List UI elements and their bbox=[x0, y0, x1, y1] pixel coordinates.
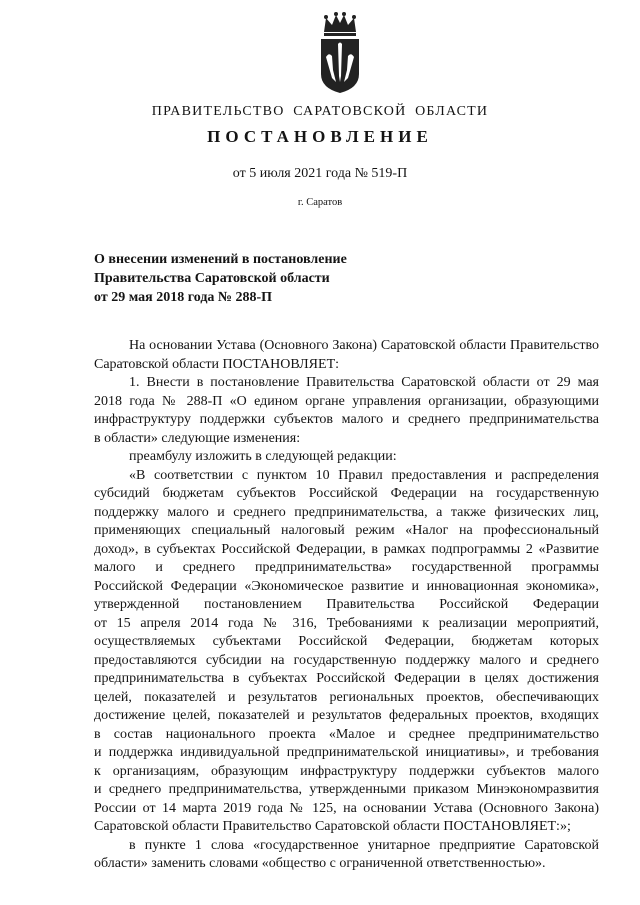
body-line: малого и среднего предпринимательства» государственной программы bbox=[94, 560, 599, 575]
saratov-coat-of-arms-icon bbox=[318, 12, 362, 94]
government-name: ПРАВИТЕЛЬСТВО САРАТОВСКОЙ ОБЛАСТИ bbox=[151, 104, 489, 119]
document-subject bbox=[94, 250, 347, 307]
body-line: инфраструктуру поддержки субъектов малого и среднего предпринимательства bbox=[94, 412, 599, 427]
body-line: и среднего предпринимательства, утвержденными приказом Минэкономразвития bbox=[94, 782, 599, 797]
subject-line: от 29 мая 2018 года № 288-П bbox=[94, 290, 273, 305]
body-line: России от 14 марта 2019 года № 125, на основании Устава (Основного Закона) bbox=[94, 800, 599, 816]
body-line: Саратовской области Правительство Саратовской области ПОСТАНОВЛЯЕТ:»; bbox=[94, 819, 571, 834]
body-line: целей, показателей и результатов региональных проектов, обеспечивающих bbox=[94, 689, 599, 705]
body-line: в состав национального проекта «Малое и среднее предпринимательство bbox=[94, 726, 599, 742]
body-line: доход», в субъектах Российской Федерации, в рамках подпрограммы 2 «Развитие bbox=[94, 541, 599, 557]
body-line: Саратовской области ПОСТАНОВЛЯЕТ: bbox=[94, 356, 340, 372]
body-line: предпринимательства в субъектах Российской Федерации в целях достижения bbox=[94, 671, 599, 686]
document-type: ПОСТАНОВЛЕНИЕ bbox=[207, 127, 433, 146]
body-line: преамбулу изложить в следующей редакции: bbox=[129, 449, 397, 464]
document-body bbox=[94, 337, 599, 874]
subject-line: О внесении изменений в постановление bbox=[94, 252, 347, 267]
document-city: г. Саратов bbox=[297, 197, 343, 208]
body-line: предоставляются субсидии на государственную поддержку малого и среднего bbox=[94, 652, 599, 668]
body-line: к организациям, образующим инфраструктуру поддержки субъектов малого bbox=[94, 763, 599, 779]
body-line: и поддержка индивидуальной предпринимательской инициативы», и требования bbox=[94, 745, 599, 760]
body-line: поддержку малого и среднего предпринимательства, а также физических лиц, bbox=[94, 504, 599, 520]
document-date-number: от 5 июля 2021 года № 519-П bbox=[232, 166, 408, 181]
body-line: области» заменить словами «общество с ограниченной ответственностью». bbox=[94, 856, 546, 871]
body-line: 1. Внести в постановление Правительства Саратовской области от 29 мая bbox=[129, 375, 599, 390]
body-line: в области» следующие изменения: bbox=[94, 430, 301, 446]
body-line: субсидий бюджетам субъектов Российской Федерации на государственную bbox=[94, 486, 599, 501]
body-line: достижение целей, показателей и результатов федеральных проектов, входящих bbox=[94, 708, 599, 723]
body-line: осуществляемых субъектами Российской Федерации, бюджетам которых bbox=[94, 634, 599, 649]
body-line: в пункте 1 слова «государственное унитарное предприятие Саратовской bbox=[129, 837, 599, 853]
subject-line: Правительства Саратовской области bbox=[94, 271, 330, 286]
body-line: «В соответствии с пунктом 10 Правил предоставления и распределения bbox=[129, 467, 599, 483]
body-line: Российской Федерации «Экономическое развитие и инновационная экономика», bbox=[94, 578, 599, 594]
body-line: На основании Устава (Основного Закона) Саратовской области Правительство bbox=[129, 338, 599, 353]
body-line: от 15 апреля 2014 года № 316, Требованиями к реализации мероприятий, bbox=[94, 615, 599, 631]
body-line: утвержденной постановлением Правительства Российской Федерации bbox=[94, 597, 599, 612]
body-line: применяющих специальный налоговый режим «Налог на профессиональный bbox=[94, 523, 599, 538]
body-line: 2018 года № 288-П «О едином органе управления организации, образующими bbox=[94, 393, 599, 409]
